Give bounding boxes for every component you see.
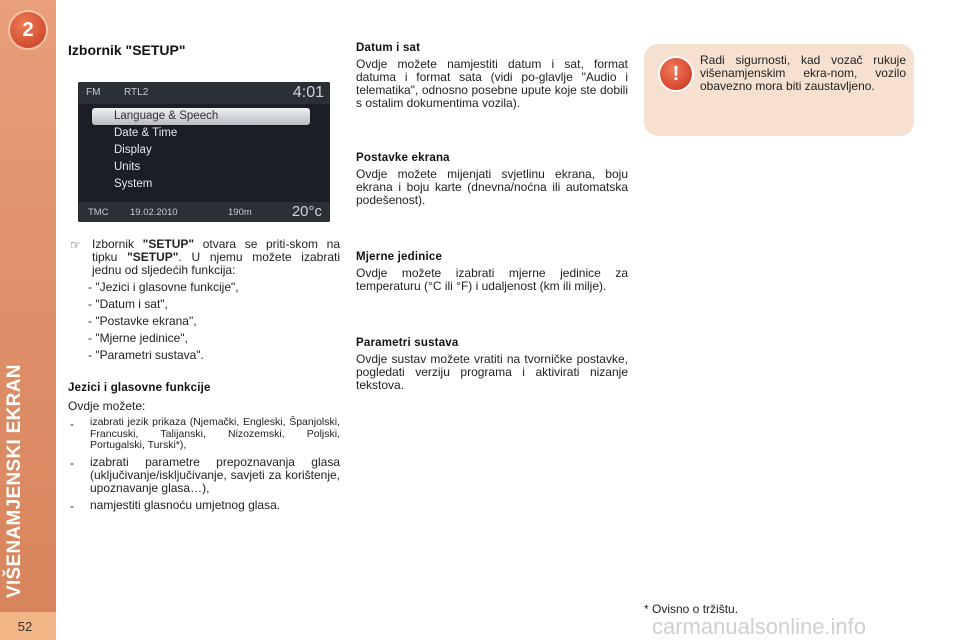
setup-screen-image <box>78 82 330 222</box>
menu-item-system: System <box>114 178 153 190</box>
warning-text: Radi sigurnosti, kad vozač rukuje višenamjenskim ekra-nom, vozilo obavezno mora biti zaustavljeno. <box>700 53 906 93</box>
screen-top-bar <box>78 82 330 104</box>
units-text: Ovdje možete izabrati mjerne jedinice za temperaturu (°C ili °F) i udaljenost (km ili milje). <box>356 266 628 293</box>
watermark: carmanualsonline.info <box>652 614 867 639</box>
language-heading: Jezici i glasovne funkcije <box>68 382 211 394</box>
language-intro: Ovdje možete: <box>68 399 146 413</box>
pointing-hand-icon: ☞ <box>70 238 81 252</box>
footnote: * Ovisno o tržištu. <box>644 602 739 616</box>
menu-item-date-time: Date & Time <box>114 127 178 139</box>
warning-icon: ! <box>658 56 694 92</box>
left-column <box>68 42 340 512</box>
option-item: - "Postavke ekrana", <box>88 314 197 328</box>
radio-band: FM <box>86 87 101 98</box>
option-item: - "Datum i sat", <box>88 297 168 311</box>
menu-item-units: Units <box>114 161 141 173</box>
screen-clock: 4:01 <box>292 84 324 101</box>
setup-menu <box>92 108 310 193</box>
radio-station: RTL2 <box>124 87 149 98</box>
datum-text: Ovdje možete namjestiti datum i sat, format datuma i format sata (vidi po-glavlje "Audio i telematika", odnosno posebne upute koje ste dobili s ostalim dokumentima vozila). <box>356 57 628 110</box>
middle-column <box>356 42 628 392</box>
chapter-badge <box>8 10 48 50</box>
list-item: - namjestiti glasnoću umjetnog glasa. <box>70 497 281 513</box>
list-item: - izabrati jezik prikaza (Njemački, Engleski, Španjolski, Francuski, Talijanski, Nizozemski, Poljski, Portugalski, Turski*), <box>70 416 340 451</box>
ekran-text: Ovdje možete mijenjati svjetlinu ekrana, boju ekrana i boju karte (dnevna/noćna ili automatska podešenost). <box>356 167 628 207</box>
screen-bottom-bar <box>78 202 330 222</box>
safety-warning-box <box>644 44 914 136</box>
datum-heading: Datum i sat <box>356 42 421 54</box>
section-title: Izbornik "SETUP" <box>68 42 186 58</box>
screen-temperature: 20°c <box>291 203 322 220</box>
page-number: 52 <box>0 612 56 640</box>
screen-distance: 190m <box>228 207 252 218</box>
chapter-number: 2 <box>22 18 34 41</box>
chapter-title: VIŠENAMJENSKI EKRAN <box>4 364 25 598</box>
option-item: - "Parametri sustava". <box>88 348 204 362</box>
option-item: - "Jezici i glasovne funkcije", <box>88 280 239 294</box>
system-heading: Parametri sustava <box>356 337 459 349</box>
list-item: - izabrati parametre prepoznavanja glasa (uključivanje/isključivanje, savjeti za korištenje, upoznavanje glasa…), <box>70 454 340 495</box>
option-item: - "Mjerne jedinice", <box>88 331 188 345</box>
menu-item-display: Display <box>114 144 152 156</box>
units-heading: Mjerne jedinice <box>356 251 443 263</box>
menu-item-language: Language & Speech <box>92 108 310 125</box>
intro-paragraph: ☞ Izbornik "SETUP" otvara se priti-skom na tipku "SETUP". U njemu možete izabrati jednu od sljedećih funkcija: <box>70 237 340 277</box>
screen-date: 19.02.2010 <box>130 207 178 218</box>
tmc-label: TMC <box>88 207 109 218</box>
sidebar <box>0 0 56 640</box>
ekran-heading: Postavke ekrana <box>356 152 450 164</box>
system-text: Ovdje sustav možete vratiti na tvorničke postavke, pogledati verziju programa i aktivirati nizanje tekstova. <box>356 352 628 392</box>
